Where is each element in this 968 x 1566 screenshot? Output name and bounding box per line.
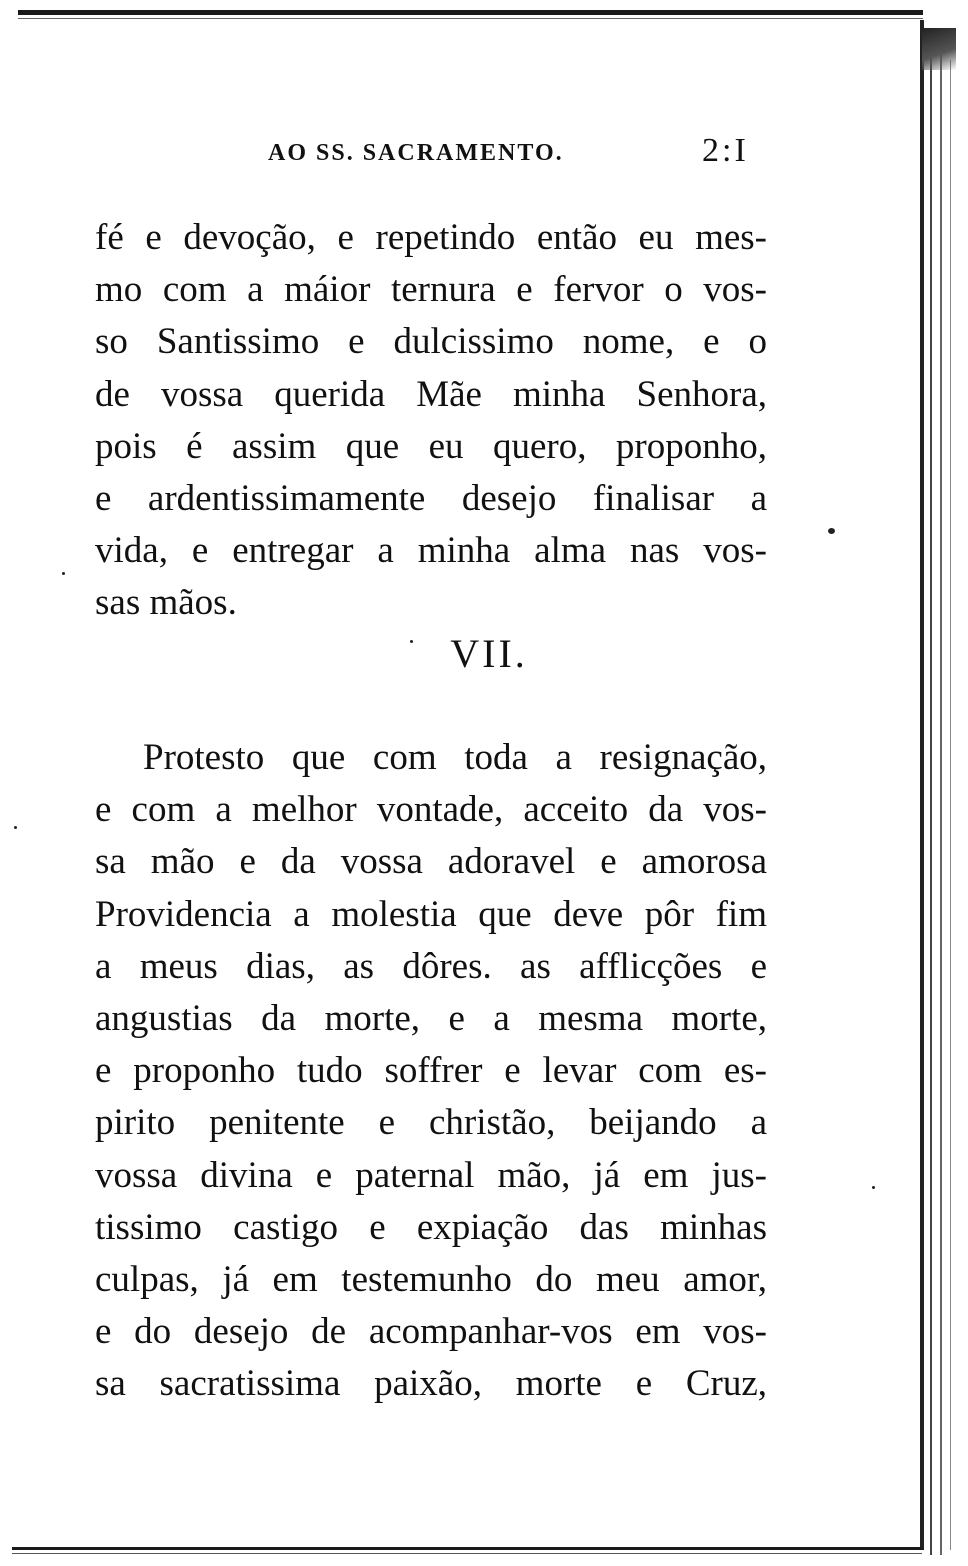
paragraph-vii — [95, 732, 767, 1410]
page-corner-curl — [922, 28, 956, 70]
text-line: angustias da morte, e a mesma morte, — [95, 997, 767, 1039]
text-line: e do desejo de acompanhar-vos em vos- — [95, 1311, 767, 1353]
text-line: mo com a máior ternura e fervor o vos- — [95, 269, 767, 311]
text-line: vossa divina e paternal mão, já em jus- — [95, 1154, 767, 1196]
text-line: a meus dias, as dôres. as afflicções e — [95, 945, 767, 987]
page-edge-line — [930, 50, 932, 1555]
text-line: culpas, já em testemunho do meu amor, — [95, 1258, 767, 1300]
print-speck — [872, 1186, 875, 1189]
text-line: pirito penitente e christão, beijando a — [95, 1102, 767, 1144]
text-line: e proponho tudo soffrer e levar com es- — [95, 1050, 767, 1092]
text-line: so Santissimo e dulcissimo nome, e o — [95, 321, 767, 363]
print-speck — [14, 826, 17, 829]
text-line: Protesto que com toda a resignação, — [143, 737, 767, 778]
section-heading: VII. — [450, 631, 528, 676]
bottom-border-rule — [12, 1547, 922, 1550]
page-number: 2:I — [702, 132, 749, 169]
text-line: Providencia a molestia que deve pôr fim — [95, 893, 767, 935]
text-line: vida, e entregar a minha alma nas vos- — [95, 530, 767, 572]
print-speck — [62, 572, 65, 575]
print-speck — [828, 528, 835, 534]
running-title: AO SS. SACRAMENTO. — [268, 140, 564, 166]
bottom-border-thin-rule — [12, 1553, 922, 1554]
text-line: sa sacratissima paixão, morte e Cruz, — [95, 1363, 767, 1405]
paragraph-continuation — [95, 212, 767, 630]
text-line: fé e devoção, e repetindo então eu mes- — [95, 217, 767, 258]
text-line: sas mãos. — [95, 582, 237, 624]
text-line: sa mão e da vossa adoravel e amorosa — [95, 841, 767, 883]
text-line: e com a melhor vontade, acceito da vos- — [95, 789, 767, 831]
text-line: de vossa querida Mãe minha Senhora, — [95, 373, 767, 415]
page-edge-line — [950, 60, 951, 1550]
top-border-rule — [18, 10, 923, 15]
text-line: pois é assim que eu quero, proponho, — [95, 425, 767, 467]
text-line: e ardentissimamente desejo finalisar a — [95, 477, 767, 519]
print-speck — [410, 640, 413, 643]
top-border-thin-rule — [18, 18, 923, 19]
page-edge-line — [940, 40, 942, 1555]
text-line: tissimo castigo e expiação das minhas — [95, 1206, 767, 1248]
page-edge-line — [920, 20, 924, 1550]
